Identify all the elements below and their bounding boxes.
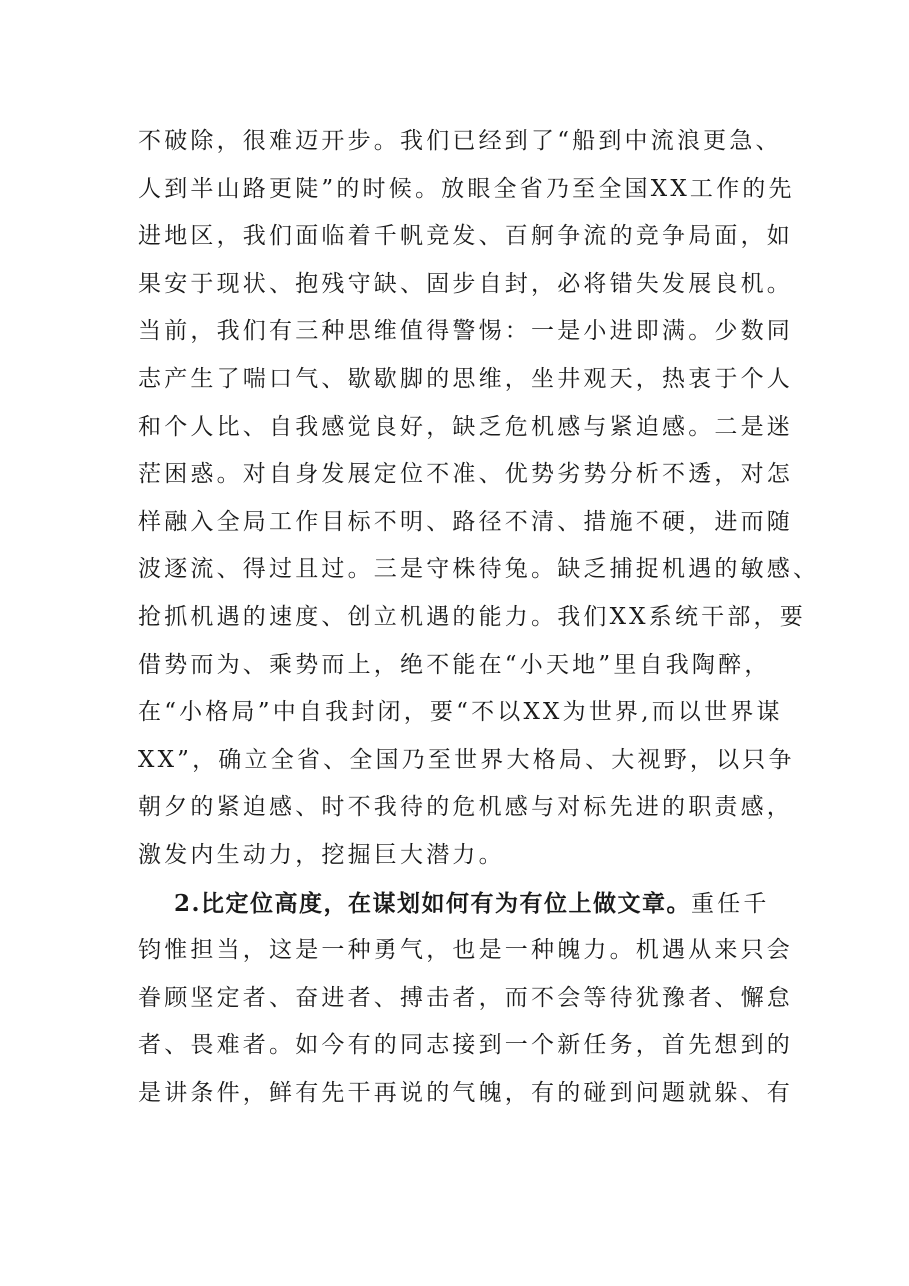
paragraph-line: 眷顾坚定者、奋进者、搏击者，而不会等待犹豫者、懈怠 <box>138 984 793 1011</box>
paragraph-line: 在“小格局”中自我封闭，要“不以XX为世界,而以世界谋 <box>138 699 783 726</box>
paragraph-line: 朝夕的紧迫感、时不我待的危机感与对标先进的职责感， <box>138 794 793 821</box>
paragraph-line: 借势而为、乘势而上，绝不能在“小天地”里自我陶醉， <box>138 651 771 678</box>
section-2-first-line <box>138 880 778 928</box>
paragraph-line: 茫困惑。对自身发展定位不准、优势劣势分析不透，对怎 <box>138 461 793 488</box>
paragraph-line: 志产生了喘口气、歇歇脚的思维，坐井观天，热衷于个人 <box>138 365 793 392</box>
paragraph-line: 是讲条件，鲜有先干再说的气魄，有的碰到问题就躲、有 <box>138 1079 793 1106</box>
section-2-heading: 2.比定位高度，在谋划如何有为有位上做文章。 <box>174 889 692 917</box>
section-2-first-line-rest: 重任千 <box>691 890 770 917</box>
paragraph-line: 不破除，很难迈开步。我们已经到了“船到中流浪更急、 <box>138 128 782 154</box>
paragraph-line: 样融入全局工作目标不明、路径不清、措施不硬，进而随 <box>138 508 793 535</box>
paragraph-line: 钧惟担当，这是一种勇气，也是一种魄力。机遇从来只会 <box>138 937 793 964</box>
paragraph-line: 果安于现状、抱残守缺、固步自封，必将错失发展良机。 <box>138 270 793 297</box>
paragraph-line: 当前，我们有三种思维值得警惕：一是小进即满。少数同 <box>138 318 793 345</box>
paragraph-line: 波逐流、得过且过。三是守株待兔。缺乏捕捉机遇的敏感、 <box>138 556 820 583</box>
paragraph-line: 进地区，我们面临着千帆竞发、百舸争流的竞争局面，如 <box>138 223 793 250</box>
body-text <box>138 118 820 1117</box>
paragraph-line: 人到半山路更陡”的时候。放眼全省乃至全国XX工作的先 <box>138 175 795 202</box>
paragraph-line: 和个人比、自我感觉良好，缺乏危机感与紧迫感。二是迷 <box>138 413 793 440</box>
paragraph-line: 者、畏难者。如今有的同志接到一个新任务，首先想到的 <box>138 1032 793 1059</box>
paragraph-line: 抢抓机遇的速度、创立机遇的能力。我们XX系统干部，要 <box>138 603 806 630</box>
paragraph-line: XX”，确立全省、全国乃至世界大格局、大视野，以只争 <box>138 746 795 773</box>
paragraph-line: 激发内生动力，挖掘巨大潜力。 <box>138 841 505 868</box>
